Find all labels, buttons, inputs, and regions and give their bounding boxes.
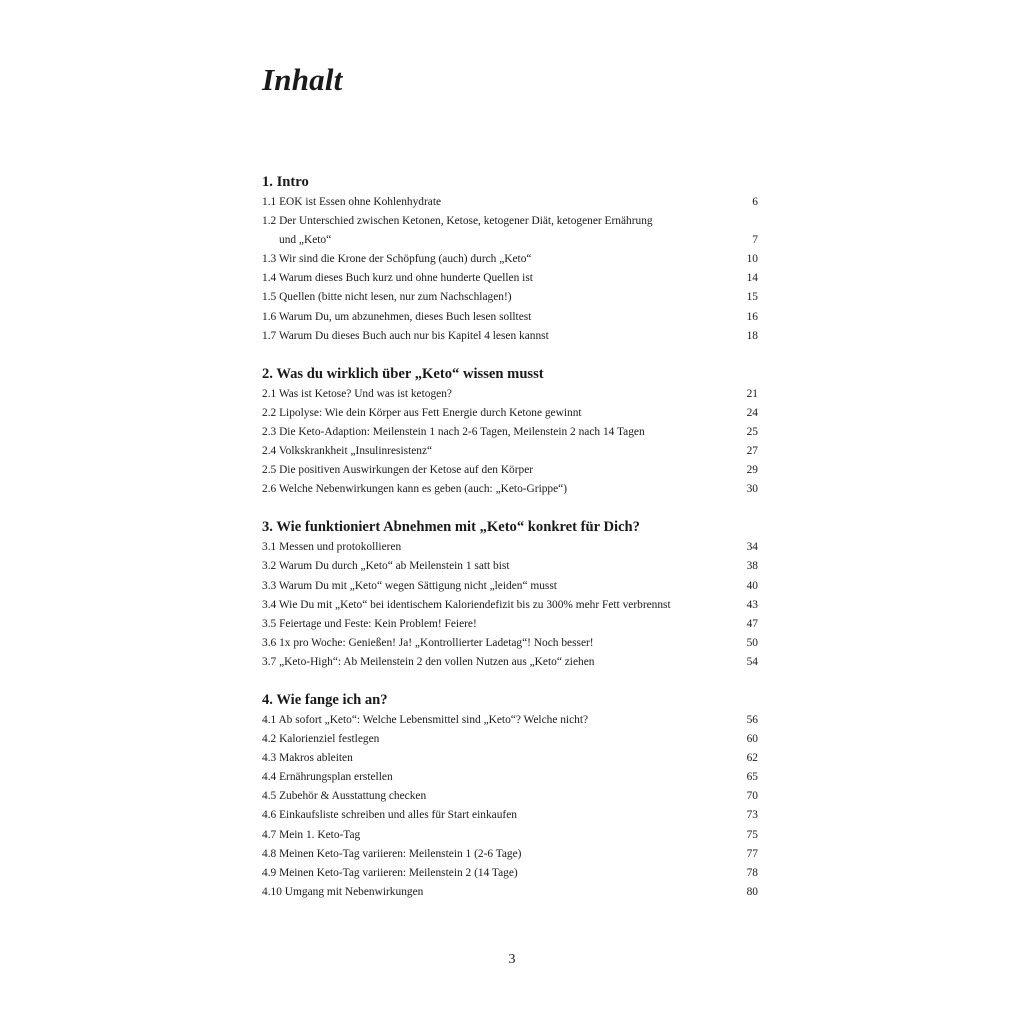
toc-entry-title — [262, 385, 734, 404]
toc-entry — [262, 269, 758, 288]
toc-entry — [262, 423, 758, 442]
toc-entry-title — [262, 442, 734, 461]
toc-entry-title — [262, 787, 734, 806]
toc-entry-page: 47 — [746, 617, 758, 630]
toc-entry-page: 21 — [746, 387, 758, 400]
toc-entry-title — [262, 845, 734, 864]
toc-entry — [262, 212, 758, 250]
toc-entry-page: 24 — [746, 406, 758, 419]
toc-entry-page: 54 — [746, 655, 758, 668]
toc-entry — [262, 596, 758, 615]
toc-entry-title-text: 4.2 Kalorienziel festlegen — [262, 733, 380, 746]
toc-entry-page: 30 — [746, 483, 758, 496]
toc-entry-title — [262, 557, 734, 576]
toc-entry-title — [262, 615, 734, 634]
toc-entry-title-text: 4.7 Mein 1. Keto-Tag — [262, 828, 361, 841]
toc-entry — [262, 845, 758, 864]
toc-entry — [262, 442, 758, 461]
section-heading: 2. Was du wirklich über „Keto“ wissen musst — [262, 365, 544, 382]
toc-entry-title-text: 1.1 EOK ist Essen ohne Kohlenhydrate — [262, 196, 442, 208]
toc-entry-page: 6 — [752, 196, 758, 208]
toc-entry-title-text: 4.3 Makros ableiten — [262, 752, 353, 765]
toc-entry-title-text: 4.8 Meinen Keto-Tag variieren: Meilenstein 1 (2-6 Tage) — [262, 847, 522, 860]
toc-entry-page: 10 — [746, 253, 758, 266]
toc-entry-page: 27 — [746, 445, 758, 458]
toc-section — [262, 171, 758, 346]
toc-entry — [262, 288, 758, 307]
toc-entry-title — [262, 423, 734, 442]
toc-entry — [262, 634, 758, 653]
toc-entry-page: 16 — [746, 310, 758, 323]
toc-entry — [262, 711, 758, 730]
section-heading: 4. Wie fange ich an? — [262, 691, 388, 708]
toc-entry — [262, 557, 758, 576]
toc-entry-title — [262, 826, 734, 845]
toc-entry-page: 15 — [746, 291, 758, 304]
toc-entry-title-text: 4.9 Meinen Keto-Tag variieren: Meilenstein 2 (14 Tage) — [262, 866, 518, 879]
toc-entry-title-text: 3.2 Warum Du durch „Keto“ ab Meilenstein 1 satt bist — [262, 560, 510, 573]
page-title: Inhalt — [262, 62, 343, 97]
toc-entry-page: 78 — [746, 866, 758, 879]
toc-entry — [262, 864, 758, 883]
toc-entry — [262, 480, 758, 499]
toc-entry — [262, 577, 758, 596]
toc-entry-title — [262, 864, 734, 883]
toc-section — [262, 363, 758, 500]
toc-entry-title — [262, 193, 734, 212]
toc-entry — [262, 787, 758, 806]
toc-entry — [262, 768, 758, 787]
toc-entry-page: 50 — [746, 636, 758, 649]
toc-entry-title-text: 2.2 Lipolyse: Wie dein Körper aus Fett Energie durch Ketone gewinnt — [262, 406, 582, 419]
toc-entry-title — [262, 250, 734, 269]
toc-entry-page: 73 — [746, 809, 758, 822]
toc-entry-title-text: 3.5 Feiertage und Feste: Kein Problem! Feiere! — [262, 617, 477, 630]
toc-entry-page: 7 — [752, 234, 758, 247]
toc-entry-page: 65 — [746, 771, 758, 784]
section-heading: 3. Wie funktioniert Abnehmen mit „Keto“ konkret für Dich? — [262, 519, 640, 536]
toc-entry-title-text: 1.6 Warum Du, um abzunehmen, dieses Buch lesen solltest — [262, 310, 532, 323]
toc-entry-title-text: 4.10 Umgang mit Nebenwirkungen — [262, 885, 424, 898]
toc-entry-title-text: 3.6 1x pro Woche: Genießen! Ja! „Kontrollierter Ladetag“! Noch besser! — [262, 636, 594, 649]
toc-entry-page: 25 — [746, 425, 758, 438]
toc-entry — [262, 826, 758, 845]
toc-entry-title-text: 2.5 Die positiven Auswirkungen der Ketose auf den Körper — [262, 464, 534, 477]
toc-entry — [262, 327, 758, 346]
toc-entry — [262, 404, 758, 423]
toc-entry-title — [262, 749, 734, 768]
toc-entry-page: 40 — [746, 579, 758, 592]
toc-entry-page: 43 — [746, 598, 758, 611]
toc-entry — [262, 538, 758, 557]
toc-entry-title — [262, 577, 734, 596]
toc-entry-title — [262, 480, 734, 499]
toc-entry-title-continuation: und „Keto“ — [279, 234, 332, 247]
toc-entry-page: 80 — [746, 885, 758, 898]
toc-entry — [262, 730, 758, 749]
toc-entry-title-text: 1.2 Der Unterschied zwischen Ketonen, Ketose, ketogener Diät, ketogener Ernährung — [262, 215, 653, 228]
toc-entry-page: 56 — [746, 713, 758, 726]
toc-entry-title — [262, 461, 734, 480]
toc-entry-title — [262, 596, 734, 615]
toc-entry-page: 34 — [746, 541, 758, 554]
toc-entry — [262, 193, 758, 212]
toc-entry-title-text: 4.1 Ab sofort „Keto“: Welche Lebensmittel sind „Keto“? Welche nicht? — [262, 713, 589, 726]
toc-entry-title — [262, 634, 734, 653]
toc-entry-title — [262, 308, 734, 327]
page-number: 3 — [508, 952, 516, 967]
toc-entry — [262, 883, 758, 902]
toc-entry-title-text: 3.4 Wie Du mit „Keto“ bei identischem Kaloriendefizit bis zu 300% mehr Fett verbrennst — [262, 598, 671, 611]
toc-entry-title — [262, 653, 734, 672]
toc-entry-title-text: 4.5 Zubehör & Ausstattung checken — [262, 790, 427, 803]
toc-entry — [262, 461, 758, 480]
toc-entry-title-text: 3.3 Warum Du mit „Keto“ wegen Sättigung nicht „leiden“ musst — [262, 579, 557, 592]
toc-entry-title — [262, 768, 734, 787]
toc-entry-page: 14 — [746, 272, 758, 285]
toc-entry-title-text: 1.5 Quellen (bitte nicht lesen, nur zum Nachschlagen!) — [262, 291, 512, 304]
toc-entry — [262, 749, 758, 768]
toc-entry-title — [262, 269, 734, 288]
toc-entry-title-text: 4.4 Ernährungsplan erstellen — [262, 771, 393, 784]
toc-entry-title-text: 1.3 Wir sind die Krone der Schöpfung (auch) durch „Keto“ — [262, 253, 532, 266]
toc-entry-title — [262, 730, 734, 749]
toc-entry — [262, 615, 758, 634]
toc-entry-title-text: 1.4 Warum dieses Buch kurz und ohne hunderte Quellen ist — [262, 272, 533, 285]
toc-entry — [262, 250, 758, 269]
toc-entry-title — [262, 883, 734, 902]
toc-entry-title — [262, 288, 734, 307]
toc-entry-page: 29 — [746, 464, 758, 477]
table-of-contents — [262, 171, 758, 902]
toc-entry-title-text: 2.1 Was ist Ketose? Und was ist ketogen? — [262, 387, 452, 400]
toc-entry-title-text: 3.1 Messen und protokollieren — [262, 541, 402, 554]
toc-entry — [262, 308, 758, 327]
toc-section — [262, 516, 758, 672]
toc-entry-title-text: 2.6 Welche Nebenwirkungen kann es geben (auch: „Keto-Grippe“) — [262, 483, 568, 496]
toc-section — [262, 689, 758, 902]
toc-entry-page: 70 — [746, 790, 758, 803]
toc-entry-page: 60 — [746, 733, 758, 746]
toc-entry-title — [262, 538, 734, 557]
toc-entry — [262, 806, 758, 825]
toc-entry — [262, 385, 758, 404]
toc-entry-title-text: 3.7 „Keto-High“: Ab Meilenstein 2 den vollen Nutzen aus „Keto“ ziehen — [262, 655, 595, 668]
toc-entry-page: 77 — [746, 847, 758, 860]
toc-entry-title — [262, 806, 734, 825]
toc-entry-title — [262, 711, 734, 730]
toc-entry-title-text: 1.7 Warum Du dieses Buch auch nur bis Kapitel 4 lesen kannst — [262, 329, 549, 342]
toc-entry-page: 75 — [746, 828, 758, 841]
toc-entry-title — [262, 212, 734, 250]
toc-entry-page: 18 — [746, 329, 758, 342]
toc-entry — [262, 653, 758, 672]
toc-entry-title-text: 2.3 Die Keto-Adaption: Meilenstein 1 nach 2-6 Tagen, Meilenstein 2 nach 14 Tagen — [262, 425, 645, 438]
section-heading: 1. Intro — [262, 174, 309, 190]
toc-entry-page: 62 — [746, 752, 758, 765]
toc-entry-page: 38 — [746, 560, 758, 573]
toc-entry-title-text: 2.4 Volkskrankheit „Insulinresistenz“ — [262, 445, 433, 458]
toc-entry-title — [262, 327, 734, 346]
toc-entry-title — [262, 404, 734, 423]
toc-entry-title-text: 4.6 Einkaufsliste schreiben und alles für Start einkaufen — [262, 809, 517, 822]
